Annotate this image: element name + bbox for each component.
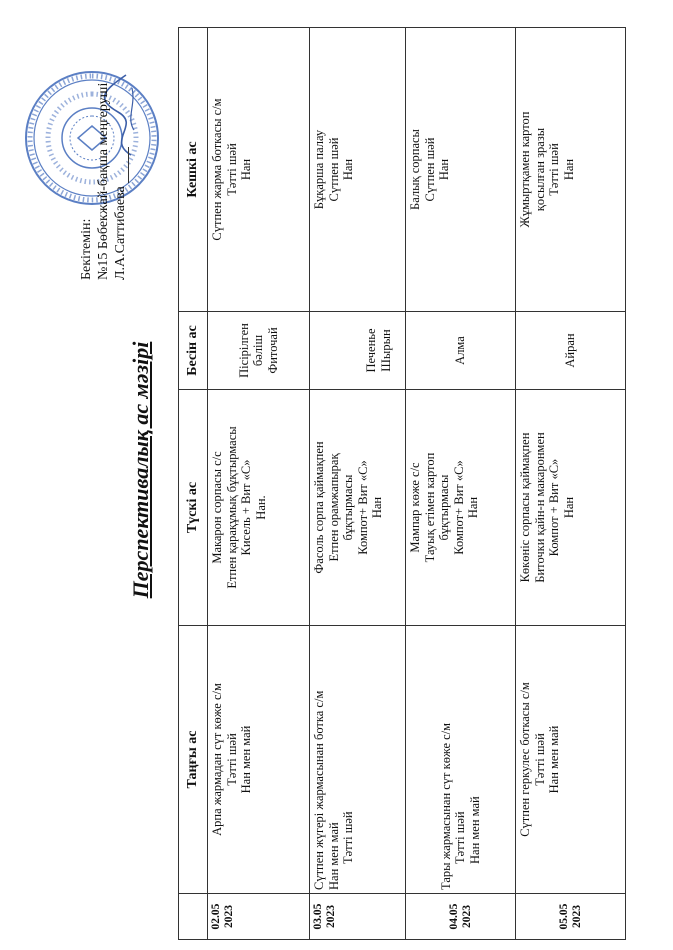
snack-cell: Печенье Шырын <box>310 312 406 390</box>
dinner-cell: Балық сорпасы Сүтпен шәй Нан <box>406 28 516 312</box>
breakfast-cell: Сүтпен жүгері жармасынан ботка с/м Нан мен май Тәтті шәй <box>310 626 406 894</box>
dinner-cell: Сүтпен жарма боткасы с/м Тәтті шәй Нан <box>208 28 310 312</box>
lunch-cell: Макарон сорпасы с/с Етпен қарақұмық бұқтырмасы Кисель + Вит «С» Нан. <box>208 390 310 626</box>
lunch-cell: Фасоль сорпа қаймақпен Етпен орамжапырақ бұқтырмасы Компот+ Вит «С» Нан <box>310 390 406 626</box>
dinner-cell: Бұқарша палау Сүтпен шәй Нан <box>310 28 406 312</box>
breakfast-cell: Сүтпен геркулес боткасы с/м Тәтті шәй Нан мен май <box>516 626 626 894</box>
row-date: 05.05 2023 <box>516 894 626 940</box>
snack-cell: Пісірілген бәліш Фиточай <box>208 312 310 390</box>
snack-cell: Айран <box>516 312 626 390</box>
header-breakfast: Таңғы ас <box>179 626 208 894</box>
header-lunch: Түскі ас <box>179 390 208 626</box>
row-date: 02.05 2023 <box>208 894 310 940</box>
snack-cell: Алма <box>406 312 516 390</box>
table-row <box>310 28 406 940</box>
lunch-cell: Көкөніс сорпасы қаймақпен Биточки қайн-н макаронмен Компот + Вит «С» Нан <box>516 390 626 626</box>
header-dinner: Кешкі ас <box>179 28 208 312</box>
approval-block <box>78 50 129 280</box>
page-title: Перспективалық ас мәзірі <box>128 341 153 599</box>
dinner-cell: Жұмыртқамен картоп қосылған зразы Тәтті шәй Нан <box>516 28 626 312</box>
table-header-row <box>179 28 208 940</box>
approval-label: Бекітемін: <box>79 218 94 280</box>
table-row <box>406 28 516 940</box>
breakfast-cell: Тары жармасынан сүт көже с/м Тәтті шәй Нан мен май <box>406 626 516 894</box>
row-date: 03.05 2023 <box>310 894 406 940</box>
approval-position: №15 Бөбекжай-бақша меңгеруші <box>96 82 111 280</box>
row-date: 04.05 2023 <box>406 894 516 940</box>
table-row <box>208 28 310 940</box>
approval-name: Л.А.Саттибаева <box>112 50 129 280</box>
header-date <box>179 894 208 940</box>
breakfast-cell: Арпа жармадан сүт көже с/м Тәтті шәй Нан мен май <box>208 626 310 894</box>
lunch-cell: Мампар көже с/с Тауық етімен картоп бұқтырмасы Компот+ Вит «С» Нан <box>406 390 516 626</box>
menu-table <box>178 27 626 940</box>
header-snack: Бесін ас <box>179 312 208 390</box>
table-row <box>516 28 626 940</box>
